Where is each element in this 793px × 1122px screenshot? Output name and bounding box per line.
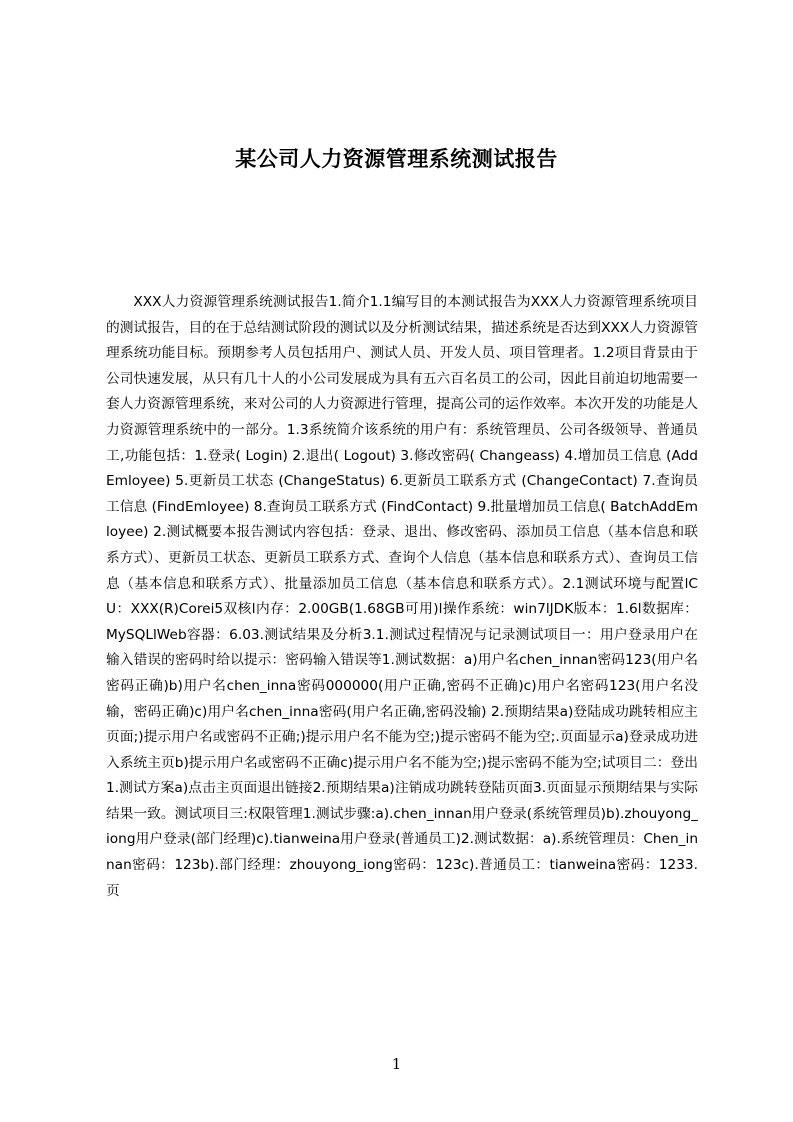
page-number: 1 bbox=[391, 1055, 402, 1073]
body-paragraph: XXX人力资源管理系统测试报告1.简介1.1编写目的本测试报告为XXX人力资源管理系统项目的测试报告，目的在于总结测试阶段的测试以及分析测试结果，描述系统是否达到XXX人力资源管理系统功能目标。预期参考人员包括用户、测试人员、开发人员、项目管理者。1.2项目背景由于公司快速发展，从只有几十人的小公司发展成为具有五六百名员工的公司，因此目前迫切地需要一套人力资源管理系统，来对公司的人力资源进行管理，提高公司的运作效率。本次开发的功能是人力资源管理系统中的一部分。1.3系统简介该系统的用户有：系统管理员、公司各级领导、普通员工,功能包括：1.登录( Login) 2.退出( Logout) 3.修改密码( Changeass) 4.增加员工信息 (AddEmloyee) 5.更新员工状态 (ChangeStatus) 6.更新员工联系方式 (ChangeContact) 7.查询员工信息 (FindEmloyee) 8.查询员工联系方式 (FindContact) 9.批量增加员工信息( BatchAddEmloyee) 2.测试概要本报告测试内容包括：登录、退出、修改密码、添加员工信息（基本信息和联系方式）、更新员工状态、更新员工联系方式、查询个人信息（基本信息和联系方式）、查询员工信息（基本信息和联系方式）、批量添加员工信息（基本信息和联系方式）。2.1测试环境与配置lCU：XXX(R)Corei5双核l内存：2.00GB(1.68GB可用)l操作系统：win7lJDK版本：1.6l数据库：MySQLlWeb容器：6.03.测试结果及分析3.1.测试过程情况与记录测试项目一：用户登录用户在输入错误的密码时给以提示：密码输入错误等1.测试数据：a)用户名chen_innan密码123(用户名密码正确)b)用户名chen_inna密码000000(用户正确,密码不正确)c)用户名密码123(用户名没输，密码正确)c)用户名chen_inna密码(用户名正确,密码没输) 2.预期结果a)登陆成功跳转相应主页面;)提示用户名或密码不正确;)提示用户名不能为空;)提示密码不能为空;.页面显示a)登录成功进入系统主页b)提示用户名或密码不正确c)提示用户名不能为空;)提示密码不能为空;试项目二：登出1.测试方案a)点击主页面退出链接2.预期结果a)注销成功跳转登陆页面3.页面显示预期结果与实际结果一致。测试项目三:权限管理1.测试步骤:a).chen_innan用户登录(系统管理员)b).zhouyong_iong用户登录(部门经理)c).tianweina用户登录(普通员工)2.测试数据：a).系统管理员：Chen_innan密码：123b).部门经理：zhouyong_iong密码：123c).普通员工：tianweina密码：1233.页 bbox=[106, 294, 698, 899]
page-title: 某公司人力资源管理系统测试报告 bbox=[235, 147, 558, 171]
